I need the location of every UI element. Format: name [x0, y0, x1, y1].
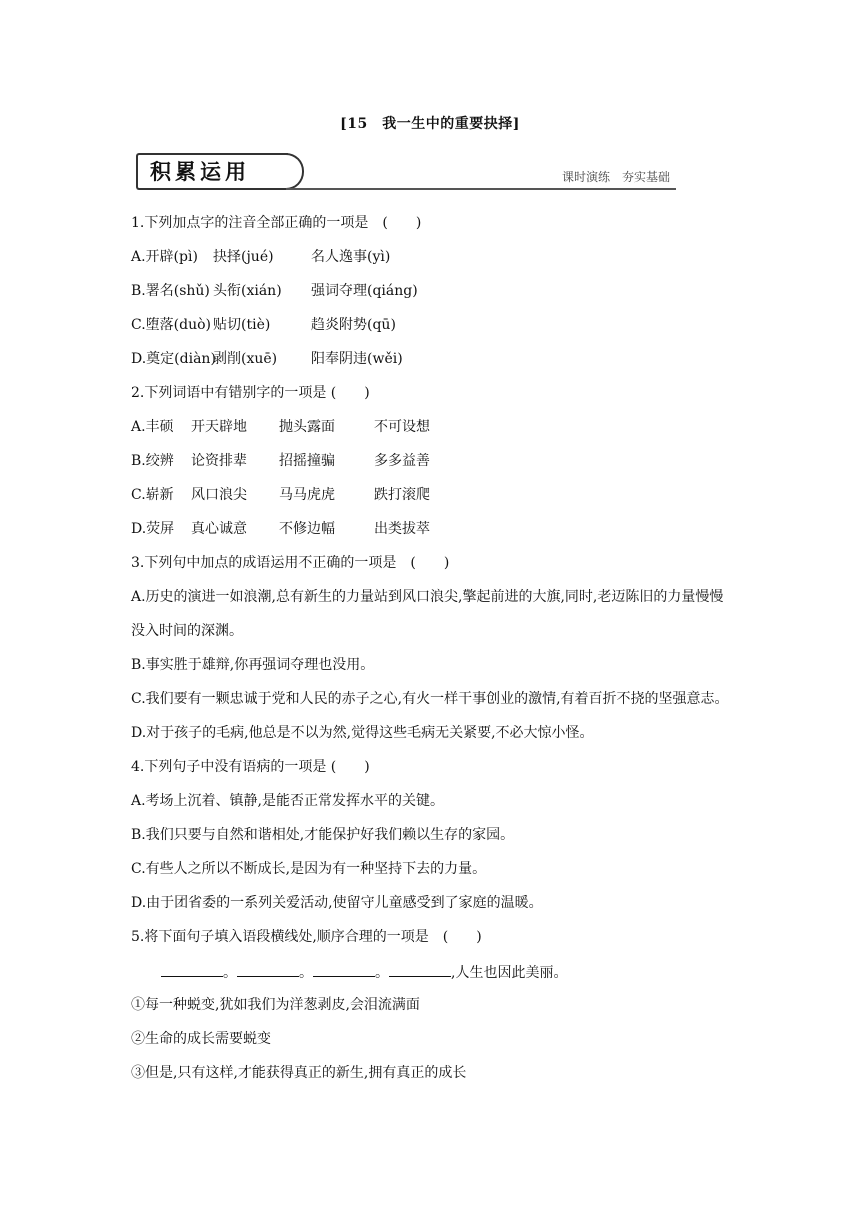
question-4-option-a: A.考场上沉着、镇静,是能否正常发挥水平的关键。	[131, 793, 445, 809]
exercise-body	[131, 213, 731, 1097]
section-banner	[136, 150, 676, 196]
question-2-option-d: D.荧屏 真心诚意 不修边幅 出类拔萃	[131, 521, 430, 537]
question-3-option-d: D.对于孩子的毛病,他总是不以为然,觉得这些毛病无关紧要,不必大惊小怪。	[131, 725, 594, 741]
question-5-sentence-1: ①每一种蜕变,犹如我们为洋葱剥皮,会泪流满面	[131, 997, 420, 1013]
question-1-option-b: B.署名(shǔ) 头衔(xián) 强词夺理(qiáng)	[131, 283, 418, 299]
question-2-option-a: A.丰硕 开天辟地 抛头露面 不可设想	[131, 419, 430, 435]
blank-1	[161, 961, 223, 977]
question-5-passage: 。 。 。 ,人生也因此美丽。	[131, 961, 731, 995]
banner-tab-curve	[276, 153, 304, 190]
question-1-option-d: D.奠定(diàn)剥削(xuē) 阳奉阴违(wěi)	[131, 351, 403, 367]
question-5-stem: 5.将下面句子填入语段横线处,顺序合理的一项是 ( )	[131, 929, 482, 945]
blank-2	[237, 961, 299, 977]
question-3-stem: 3.下列句中加点的成语运用不正确的一项是 ( )	[131, 555, 450, 571]
banner-label: 积累运用	[150, 160, 250, 184]
question-1-stem: 1.下列加点字的注音全部正确的一项是 ( )	[131, 215, 422, 231]
question-3-option-b: B.事实胜于雄辩,你再强词夺理也没用。	[131, 657, 375, 673]
question-2-stem: 2.下列词语中有错别字的一项是 ( )	[131, 385, 370, 401]
question-2-option-c: C.崭新 风口浪尖 马马虎虎 跌打滚爬	[131, 487, 430, 503]
question-4-option-c: C.有些人之所以不断成长,是因为有一种坚持下去的力量。	[131, 861, 487, 877]
question-1-option-a: A.开辟(pì) 抉择(jué) 名人逸事(yì)	[131, 249, 391, 265]
page-title: [15 我一生中的重要抉择]	[340, 116, 520, 132]
question-2-option-b: B.绞辨 论资排辈 招摇撞骗 多多益善	[131, 453, 430, 469]
blank-3	[313, 961, 375, 977]
question-3-option-c: C.我们要有一颗忠诚于党和人民的赤子之心,有火一样干事创业的激情,有着百折不挠的坚强意志。	[131, 691, 729, 707]
question-1-option-c: C.堕落(duò) 贴切(tiè) 趋炎附势(qū)	[131, 317, 396, 333]
banner-rule	[286, 188, 676, 190]
question-4-option-b: B.我们只要与自然和谐相处,才能保护好我们赖以生存的家园。	[131, 827, 515, 843]
question-4-stem: 4.下列句子中没有语病的一项是 ( )	[131, 759, 370, 775]
blank-4	[389, 961, 451, 977]
question-4-option-d: D.由于团省委的一系列关爱活动,使留守儿童感受到了家庭的温暖。	[131, 895, 543, 911]
banner-subtitle: 课时演练 夯实基础	[561, 170, 670, 184]
question-5-sentence-2: ②生命的成长需要蜕变	[131, 1031, 271, 1047]
question-5-sentence-3: ③但是,只有这样,才能获得真正的新生,拥有真正的成长	[131, 1065, 467, 1081]
question-3-option-a: A.历史的演进一如浪潮,总有新生的力量站到风口浪尖,擎起前进的大旗,同时,老迈陈旧的力量慢慢没入时间的深渊。	[131, 589, 724, 639]
